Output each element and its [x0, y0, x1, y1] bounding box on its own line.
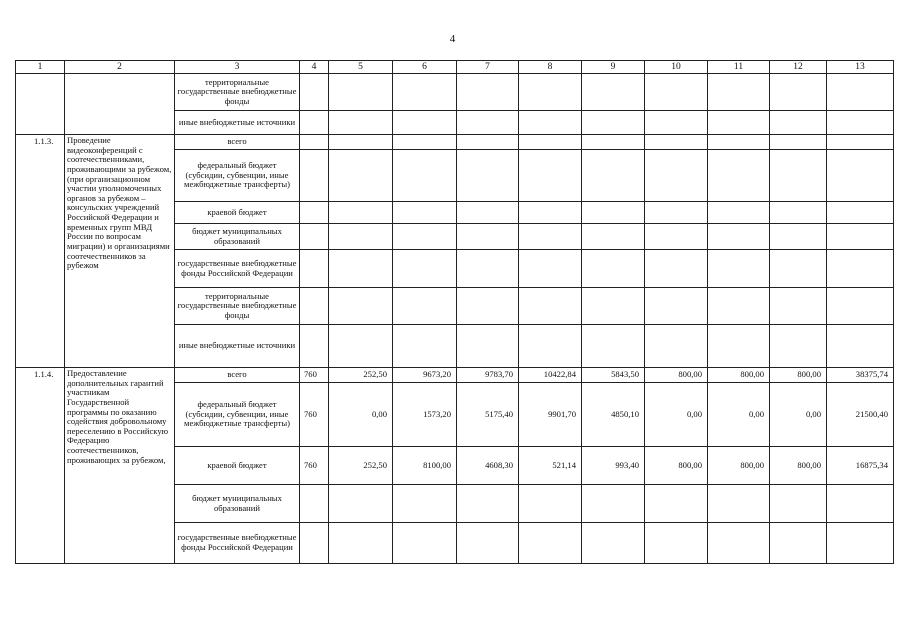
value-cell: 993,40 — [582, 447, 645, 485]
column-header: 2 — [65, 61, 175, 74]
column-header: 8 — [519, 61, 582, 74]
value-cell: 9783,70 — [457, 368, 519, 383]
value-cell: 800,00 — [708, 368, 770, 383]
column-header: 9 — [582, 61, 645, 74]
funding-source: федеральный бюджет (субсидии, субвенции, иные межбюджетные трансферты) — [175, 383, 300, 447]
funding-source: краевой бюджет — [175, 447, 300, 485]
column-header: 11 — [708, 61, 770, 74]
item-number: 1.1.3. — [16, 135, 65, 368]
item-number: 1.1.4. — [16, 368, 65, 564]
table-row — [16, 368, 894, 383]
item-name-cell — [65, 74, 175, 135]
funding-source: бюджет муниципальных образований — [175, 485, 300, 523]
value-cell: 21500,40 — [827, 383, 894, 447]
value-cell: 8100,00 — [393, 447, 457, 485]
funding-source: территориальные государственные внебюджетные фонды — [175, 74, 300, 111]
value-cell: 9901,70 — [519, 383, 582, 447]
funding-source: всего — [175, 368, 300, 383]
value-cell: 252,50 — [329, 368, 393, 383]
column-header: 6 — [393, 61, 457, 74]
value-cell: 252,50 — [329, 447, 393, 485]
item-name: Проведение видеоконференций с соотечественниками, проживающими за рубежом, (при организационном участии уполномоченных органов за рубежом – консульских учреждений Российской Федерации и временных групп МВД России по вопросам миграции) и организациями соотечественников за рубежом — [65, 135, 175, 368]
value-cell: 9673,20 — [393, 368, 457, 383]
value-cell: 760 — [300, 447, 329, 485]
funding-source: государственные внебюджетные фонды Российской Федерации — [175, 523, 300, 564]
value-cell: 16875,34 — [827, 447, 894, 485]
budget-table — [15, 60, 894, 564]
value-cell: 0,00 — [708, 383, 770, 447]
column-header: 4 — [300, 61, 329, 74]
funding-source: иные внебюджетные источники — [175, 325, 300, 368]
funding-source: иные внебюджетные источники — [175, 111, 300, 135]
page-number: 4 — [449, 33, 456, 45]
column-header: 10 — [645, 61, 708, 74]
value-cell: 5843,50 — [582, 368, 645, 383]
value-cell: 0,00 — [645, 383, 708, 447]
funding-source: государственные внебюджетные фонды Российской Федерации — [175, 250, 300, 288]
table-row — [16, 74, 894, 111]
item-name: Предоставление дополнительных гарантий участникам Государственной программы по оказанию содействия добровольному переселению в Российскую Федерацию соотечественников, проживающих за рубежом, — [65, 368, 175, 564]
value-cell: 0,00 — [329, 383, 393, 447]
value-cell: 800,00 — [708, 447, 770, 485]
value-cell: 760 — [300, 383, 329, 447]
funding-source: федеральный бюджет (субсидии, субвенции, иные межбюджетные трансферты) — [175, 150, 300, 202]
item-number-cell — [16, 74, 65, 135]
funding-source: всего — [175, 135, 300, 150]
column-header: 13 — [827, 61, 894, 74]
value-cell: 4608,30 — [457, 447, 519, 485]
funding-source: территориальные государственные внебюджетные фонды — [175, 288, 300, 325]
funding-source: бюджет муниципальных образований — [175, 224, 300, 250]
table-row — [16, 135, 894, 150]
value-cell: 800,00 — [770, 368, 827, 383]
value-cell: 800,00 — [770, 447, 827, 485]
value-cell: 760 — [300, 368, 329, 383]
value-cell: 10422,84 — [519, 368, 582, 383]
value-cell: 4850,10 — [582, 383, 645, 447]
value-cell: 1573,20 — [393, 383, 457, 447]
value-cell: 800,00 — [645, 447, 708, 485]
value-cell: 0,00 — [770, 383, 827, 447]
column-header: 5 — [329, 61, 393, 74]
column-header: 3 — [175, 61, 300, 74]
column-header: 1 — [16, 61, 65, 74]
column-number-row — [16, 61, 894, 74]
column-header: 7 — [457, 61, 519, 74]
value-cell: 5175,40 — [457, 383, 519, 447]
value-cell: 38375,74 — [827, 368, 894, 383]
column-header: 12 — [770, 61, 827, 74]
value-cell: 800,00 — [645, 368, 708, 383]
value-cell: 521,14 — [519, 447, 582, 485]
funding-source: краевой бюджет — [175, 202, 300, 224]
